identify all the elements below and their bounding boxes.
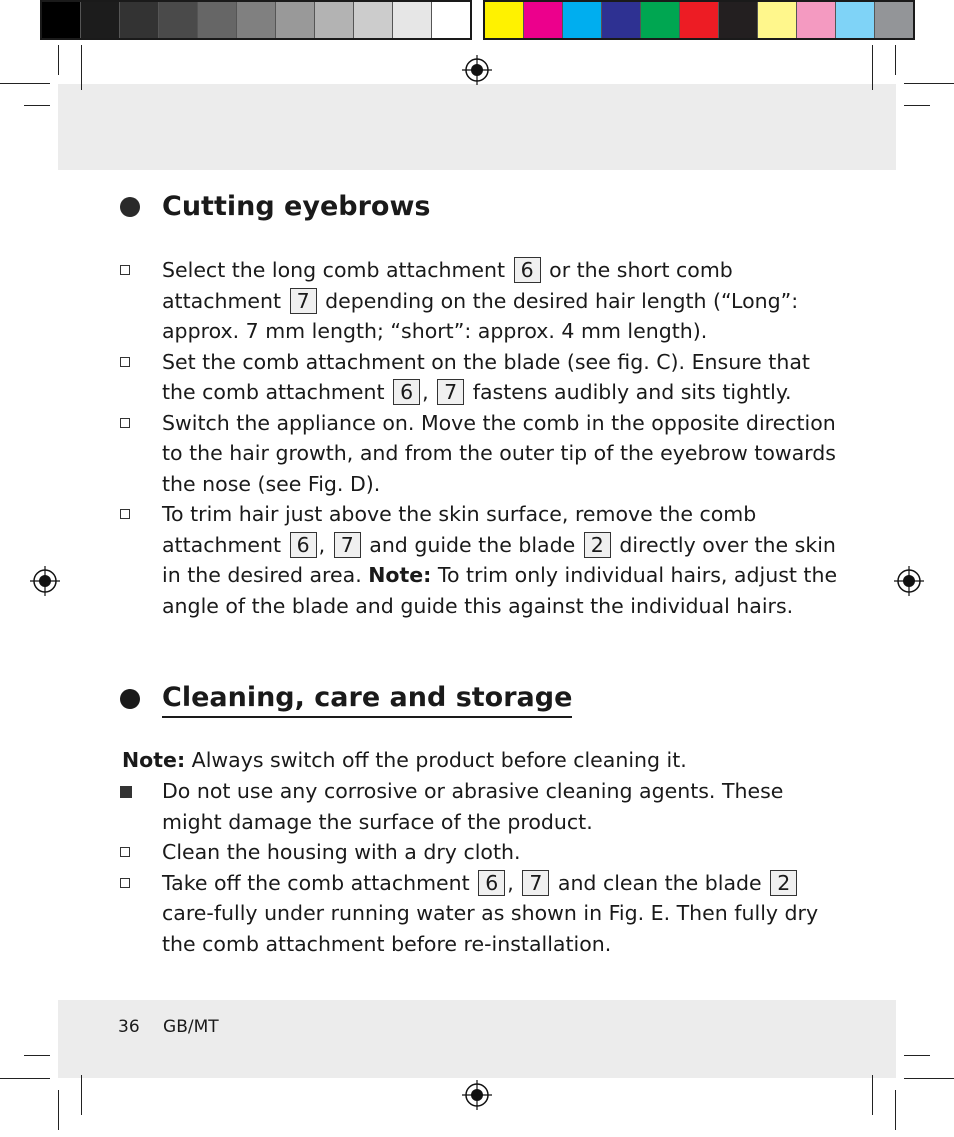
part-reference-number: 2 — [770, 870, 797, 896]
crop-mark — [58, 1090, 59, 1130]
color-swatch — [432, 2, 470, 38]
item-text: , — [507, 870, 521, 895]
item-text: or the short comb attachment — [162, 258, 733, 313]
color-swatch — [42, 2, 81, 38]
part-reference-number: 6 — [478, 870, 505, 896]
checkbox-square-bullet-icon — [120, 847, 130, 857]
section-title-text: Cutting eyebrows — [162, 191, 431, 222]
item-text: and guide the blade — [362, 532, 582, 557]
part-reference-number: 7 — [522, 870, 549, 896]
crop-mark — [904, 105, 930, 106]
crop-mark — [904, 1055, 930, 1056]
color-swatch — [524, 2, 563, 38]
section-title-text: Cleaning, care and storage — [162, 680, 572, 718]
crop-mark — [895, 45, 896, 75]
bullet-dot-icon — [120, 197, 140, 217]
color-swatch — [276, 2, 315, 38]
item-text: Do not use any corrosive or abrasive cleaning agents. These might damage the surface of the product. — [162, 779, 784, 834]
list-item — [120, 347, 840, 408]
item-text: To trim hair just above the skin surface, remove the comb attachment — [162, 502, 757, 557]
crop-mark — [81, 45, 82, 90]
part-reference-number: 6 — [290, 532, 317, 558]
checkbox-square-bullet-icon — [120, 509, 130, 519]
item-text: Take off the comb attachment — [162, 870, 477, 895]
crop-mark — [872, 1075, 873, 1115]
item-text: To trim only individual hairs, adjust the angle of the blade and guide this against the individual hairs. — [162, 563, 838, 618]
list-item — [120, 837, 840, 868]
color-swatch — [680, 2, 719, 38]
color-swatch — [758, 2, 797, 38]
color-swatch — [393, 2, 432, 38]
color-swatch — [237, 2, 276, 38]
item-text: , — [318, 532, 332, 557]
crop-mark — [872, 45, 873, 90]
color-swatch — [875, 2, 913, 38]
registration-mark-icon — [462, 1080, 492, 1110]
note-label: Note: — [368, 563, 432, 587]
item-text: and clean the blade — [551, 870, 769, 895]
crop-mark — [904, 83, 954, 84]
note-text: Always switch off the product before cleaning it. — [185, 748, 687, 772]
color-swatch — [198, 2, 237, 38]
color-swatch — [797, 2, 836, 38]
item-text: care-fully under running water as shown in Fig. E. Then fully dry the comb attachment before re-installation. — [162, 901, 819, 956]
part-reference-number: 6 — [393, 379, 420, 405]
section-heading-cutting-eyebrows — [120, 189, 430, 225]
list-item — [120, 868, 840, 960]
cleaning-note — [122, 745, 687, 776]
cutting-eyebrows-steps — [120, 255, 840, 621]
crop-mark — [0, 1078, 50, 1079]
bullet-dot-icon — [120, 689, 140, 709]
part-reference-number: 6 — [514, 257, 541, 283]
color-swatch — [836, 2, 875, 38]
color-swatch — [120, 2, 159, 38]
crop-mark — [895, 1090, 896, 1130]
color-swatch — [354, 2, 393, 38]
color-swatch — [159, 2, 198, 38]
registration-mark-icon — [462, 55, 492, 85]
cleaning-steps — [120, 776, 840, 959]
color-swatch — [315, 2, 354, 38]
color-swatch — [485, 2, 524, 38]
filled-square-bullet-icon — [120, 786, 132, 798]
color-swatch — [719, 2, 758, 38]
note-label: Note: — [122, 748, 186, 772]
header-band — [58, 84, 896, 170]
crop-mark — [0, 83, 50, 84]
footer-band — [58, 1000, 896, 1078]
item-text: directly over the skin in the desired area. — [162, 532, 836, 587]
grayscale-color-bar — [40, 0, 472, 40]
crop-mark — [58, 45, 59, 75]
item-text: Set the comb attachment on the blade (see fig. C). Ensure that the comb attachment — [162, 349, 810, 404]
part-reference-number: 7 — [290, 288, 317, 314]
color-swatch — [81, 2, 120, 38]
checkbox-square-bullet-icon — [120, 878, 130, 888]
page-number: 36 — [118, 1017, 140, 1037]
color-swatch — [602, 2, 641, 38]
page-footer — [118, 1017, 237, 1037]
color-swatch — [641, 2, 680, 38]
crop-mark — [904, 1078, 954, 1079]
process-color-bar — [483, 0, 915, 40]
crop-mark — [24, 105, 50, 106]
part-reference-number: 7 — [334, 532, 361, 558]
checkbox-square-bullet-icon — [120, 265, 130, 275]
list-item — [120, 499, 840, 621]
registration-mark-icon — [894, 566, 924, 596]
color-swatch — [563, 2, 602, 38]
checkbox-square-bullet-icon — [120, 418, 130, 428]
item-text: Clean the housing with a dry cloth. — [162, 840, 521, 864]
crop-mark — [81, 1075, 82, 1115]
item-text: , — [422, 380, 436, 404]
list-item — [120, 255, 840, 347]
item-text: fastens audibly and sits tightly. — [466, 380, 792, 404]
item-text: Select the long comb attachment — [162, 258, 512, 282]
locale-code: GB/MT — [163, 1017, 219, 1037]
list-item — [120, 408, 840, 500]
registration-mark-icon — [30, 566, 60, 596]
crop-mark — [24, 1055, 50, 1056]
section-heading-cleaning — [120, 680, 572, 718]
item-text: depending on the desired hair length (“Long”: approx. 7 mm length; “short”: approx. 4 mm length). — [162, 288, 799, 343]
item-text: Switch the appliance on. Move the comb in the opposite direction to the hair growth, and from the outer tip of the eyebrow towards the nose (see Fig. D). — [162, 410, 836, 496]
part-reference-number: 7 — [437, 379, 464, 405]
part-reference-number: 2 — [584, 532, 611, 558]
checkbox-square-bullet-icon — [120, 357, 130, 367]
list-item — [120, 776, 840, 837]
